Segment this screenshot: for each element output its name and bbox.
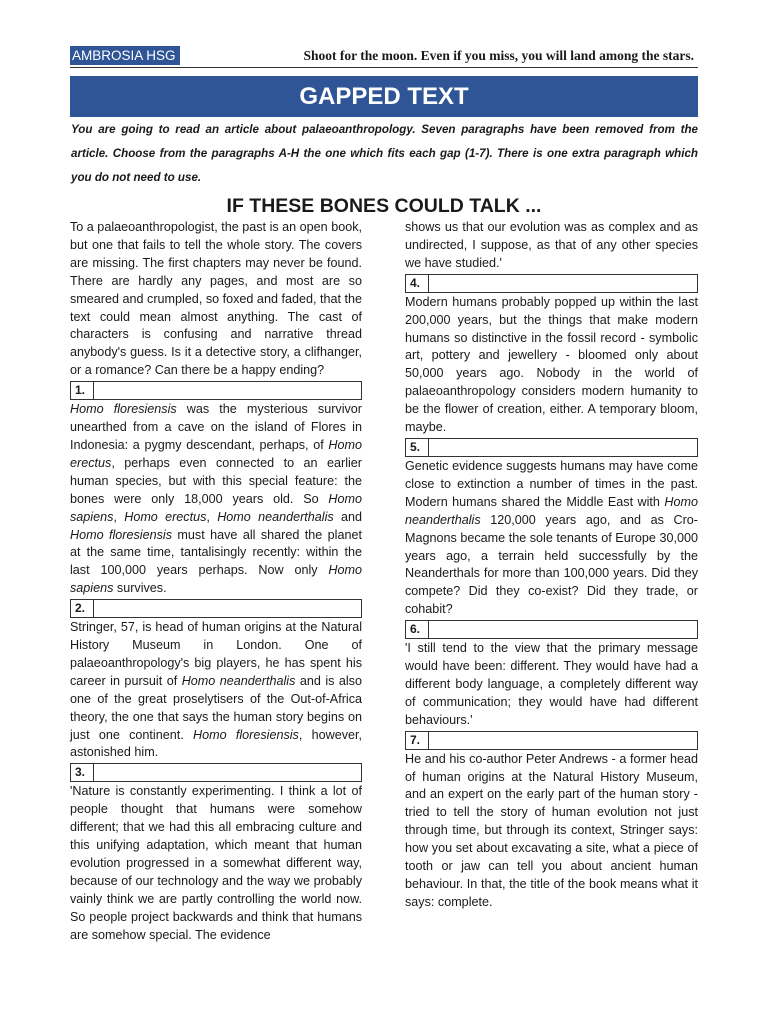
page-header [70, 45, 698, 68]
section-banner: GAPPED TEXT [70, 76, 698, 117]
gap-2[interactable] [70, 599, 362, 618]
article-title: IF THESE BONES COULD TALK ... [226, 195, 542, 217]
gap-4[interactable] [405, 274, 698, 293]
school-label: AMBROSIA HSG [70, 46, 180, 65]
gap-number: 2. [75, 600, 94, 617]
gap-number: 7. [410, 732, 429, 749]
left-column [70, 219, 362, 945]
paragraph-1: Homo floresiensis was the mysterious survivor unearthed from a cave on the island of Flores in Indonesia: a pygmy descendant, perhaps, of Homo erectus, perhaps even connected to an earlier human species, but with this special feature: the bones were only 18,000 years old. So Homo sapiens, Homo erectus, Homo neanderthalis and Homo floresiensis must have all shared the planet at the same time, tantalisingly recently: within the last 100,000 years perhaps. Now only Homo sapiens survives. [70, 402, 363, 596]
gap-1[interactable] [70, 381, 362, 400]
paragraph-3: 'Nature is constantly experimenting. I think a lot of people thought that humans were somehow different; that we had this all embracing culture and this unifying adaptation, which meant that human evolution progressed in a somewhat different way, because of our technology and the way we probably vainly think we are partly controlling the world now. So people project backwards and think that humans are somehow special. The evidence [70, 784, 362, 942]
gap-number: 1. [75, 382, 94, 399]
instructions: You are going to read an article about palaeoanthropology. Seven paragraphs have been removed from the article. Choose from the paragraphs A-H the one which fits each gap (1-7). There is one extra paragraph which you do not need to use. [71, 123, 698, 184]
paragraph-7: He and his co-author Peter Andrews - a former head of human origins at the Natural History Museum, and an expert on the early part of the human story - tried to tell the story of human evolution not just through time, but through its context, Stringer says: how you set about excavating a site, what a piece of tooth or jaw can tell you about ancient human behaviour. In that, the title of the book means what it says: complete. [405, 751, 698, 909]
gap-number: 3. [75, 764, 94, 781]
paragraph-5: Genetic evidence suggests humans may have come close to extinction a number of times in the past. Modern humans shared the Middle East with Homo neanderthalis 120,000 years ago, and as Cro-Magnons became the sole tenants of Europe 30,000 years ago, a terrain held successfully by the Neanderthals for more than 100,000 years. Did they compete? Did they co-exist? Did they trade, or cohabit? [405, 458, 698, 617]
gap-number: 5. [410, 439, 429, 456]
gap-3[interactable] [70, 763, 362, 782]
motto: Shoot for the moon. Even if you miss, you will land among the stars. [303, 48, 694, 63]
gap-6[interactable] [405, 620, 698, 639]
paragraph-6: 'I still tend to the view that the primary message would have been: different. They would have had a different body language, a completely different way of communication; they would have had different behaviours.' [405, 641, 698, 727]
right-column [405, 219, 698, 912]
gap-7[interactable] [405, 731, 698, 750]
gap-5[interactable] [405, 438, 698, 457]
gap-number: 6. [410, 621, 429, 638]
paragraph-3-continued: shows us that our evolution was as complex and as undirected, I suppose, as that of any other species we have studied.' [405, 220, 698, 270]
gap-number: 4. [410, 275, 429, 292]
paragraph-4: Modern humans probably popped up within the last 200,000 years, but the things that make modern humans so distinctive in the fossil record - symbolic art, pottery and jewellery - bloomed only about 50,000 years ago. Nobody in the world of palaeoanthropology considers modern humanity to be the flower of creation, either. A temporary bloom, maybe. [405, 294, 698, 435]
intro-paragraph: To a palaeoanthropologist, the past is an open book, but one that fails to tell the whole story. The covers are missing. The first chapters may never be found. There are hardly any pages, and most are so smeared and crumpled, so foxed and faded, that the text could mean almost anything. The cast of characters is confusing and narrative thread anybody's guess. Is it a detective story, a clifhanger, or a romance? Can there be a happy ending? [70, 220, 362, 378]
paragraph-2: Stringer, 57, is head of human origins at the Natural History Museum in London. One of palaeoanthropology's big players, he has spent his career in pursuit of Homo neanderthalis and is also one of the great proselytisers of the Out-of-Africa theory, the one that says the human story begins on just one continent. Homo floresiensis, however, astonished him. [70, 620, 363, 760]
